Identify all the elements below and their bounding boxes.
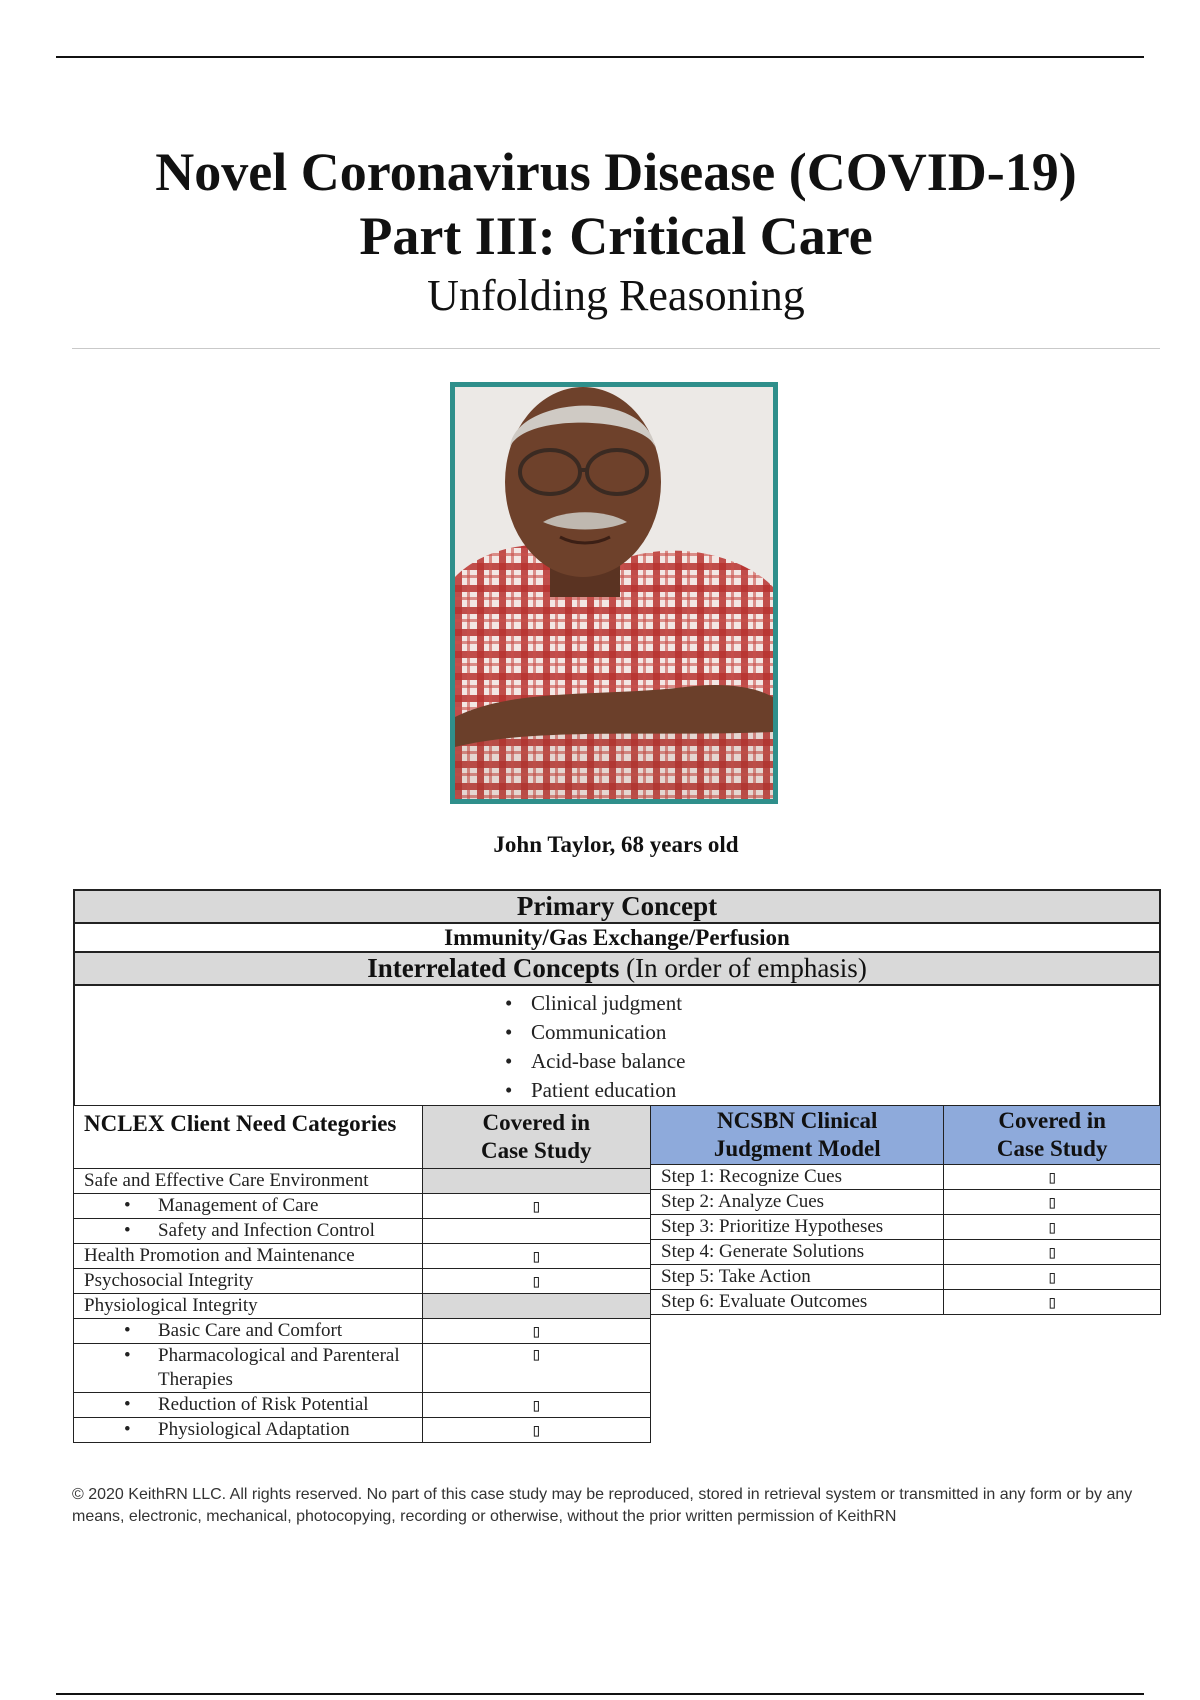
title-divider [72, 348, 1160, 349]
checkbox-icon [422, 1294, 650, 1319]
patient-portrait-icon [455, 387, 773, 799]
nclex-table [73, 1105, 651, 1443]
nclex-header: NCLEX Client Need Categories [74, 1106, 423, 1169]
row-label: Step 1: Recognize Cues [651, 1165, 944, 1190]
list-item: • Acid-base balance [495, 1047, 1159, 1076]
row-label: • Management of Care [74, 1194, 423, 1219]
document-subtitle: Unfolding Reasoning [427, 271, 805, 320]
row-label: • Physiological Adaptation [74, 1418, 423, 1443]
row-label: Step 3: Prioritize Hypotheses [651, 1215, 944, 1240]
header-line: Case Study [480, 1138, 592, 1163]
title-block [72, 140, 1160, 324]
row-label: • Pharmacological and Parenteral Therapies [74, 1344, 423, 1393]
row-label: • Basic Care and Comfort [74, 1319, 423, 1344]
concept-table [73, 889, 1161, 1110]
checkbox-icon: ▯ [422, 1319, 650, 1344]
row-label: Safe and Effective Care Environment [74, 1169, 423, 1194]
row-label: Step 5: Take Action [651, 1265, 944, 1290]
list-item: • Communication [495, 1018, 1159, 1047]
header-line: Judgment Model [713, 1136, 881, 1161]
table-row [651, 1240, 1161, 1265]
checkbox-icon: ▯ [422, 1344, 650, 1393]
interrelated-concepts-list [74, 985, 1160, 1109]
row-label: • Reduction of Risk Potential [74, 1393, 423, 1418]
patient-caption: John Taylor, 68 years old [493, 832, 739, 857]
table-row [74, 1169, 651, 1194]
table-row [74, 1294, 651, 1319]
checkbox-icon: ▯ [422, 1194, 650, 1219]
nclex-covered-header [422, 1106, 650, 1169]
primary-concept-heading: Primary Concept [74, 890, 1160, 923]
copyright-footer: © 2020 KeithRN LLC. All rights reserved. No part of this case study may be reproduced, stored in retrieval system or transmitted in any form or by any means, electronic, mechanical, photocopying, recording or otherwise, without the prior written permission of KeithRN [72, 1486, 1133, 1525]
header-line: NCSBN Clinical [717, 1108, 878, 1133]
bottom-rule [56, 1693, 1144, 1695]
table-row [74, 1319, 651, 1344]
checkbox-icon: ▯ [944, 1290, 1161, 1315]
list-item: • Patient education [495, 1076, 1159, 1105]
ncsbn-header [651, 1106, 944, 1165]
document-title: Novel Coronavirus Disease (COVID-19) [155, 142, 1077, 202]
checkbox-icon: ▯ [422, 1393, 650, 1418]
checkbox-icon: ▯ [422, 1418, 650, 1443]
checkbox-icon: ▯ [944, 1265, 1161, 1290]
table-row [651, 1290, 1161, 1315]
row-label: Step 6: Evaluate Outcomes [651, 1290, 944, 1315]
checkbox-icon: ▯ [944, 1165, 1161, 1190]
table-row [74, 1269, 651, 1294]
list-item: • Clinical judgment [495, 989, 1159, 1018]
patient-photo [450, 382, 778, 804]
table-row [74, 1219, 651, 1244]
table-row [74, 1344, 651, 1393]
checkbox-icon [422, 1169, 650, 1194]
checkbox-icon: ▯ [944, 1190, 1161, 1215]
row-label: Step 2: Analyze Cues [651, 1190, 944, 1215]
row-label: Step 4: Generate Solutions [651, 1240, 944, 1265]
ncsbn-table [650, 1105, 1161, 1315]
interrelated-heading-note: (In order of emphasis) [626, 953, 867, 983]
checkbox-icon [422, 1219, 650, 1244]
row-label: Psychosocial Integrity [74, 1269, 423, 1294]
table-row [651, 1165, 1161, 1190]
header-line: Covered in [998, 1108, 1106, 1133]
checkbox-icon: ▯ [944, 1240, 1161, 1265]
primary-concept-value: Immunity/Gas Exchange/Perfusion [74, 923, 1160, 952]
document-part-title: Part III: Critical Care [359, 206, 873, 266]
top-rule [56, 56, 1144, 58]
interrelated-heading-label: Interrelated Concepts [367, 953, 620, 983]
table-row [651, 1265, 1161, 1290]
table-row [74, 1194, 651, 1219]
ncsbn-covered-header [944, 1106, 1161, 1165]
table-row [651, 1215, 1161, 1240]
header-line: Case Study [996, 1136, 1108, 1161]
header-line: Covered in [482, 1110, 591, 1135]
interrelated-concepts-heading [74, 952, 1160, 985]
row-label: • Safety and Infection Control [74, 1219, 423, 1244]
table-row [74, 1393, 651, 1418]
table-row [651, 1190, 1161, 1215]
row-label: Health Promotion and Maintenance [74, 1244, 423, 1269]
checkbox-icon: ▯ [422, 1269, 650, 1294]
checkbox-icon: ▯ [944, 1215, 1161, 1240]
table-row [74, 1418, 651, 1443]
checkbox-icon: ▯ [422, 1244, 650, 1269]
row-label: Physiological Integrity [74, 1294, 423, 1319]
table-row [74, 1244, 651, 1269]
